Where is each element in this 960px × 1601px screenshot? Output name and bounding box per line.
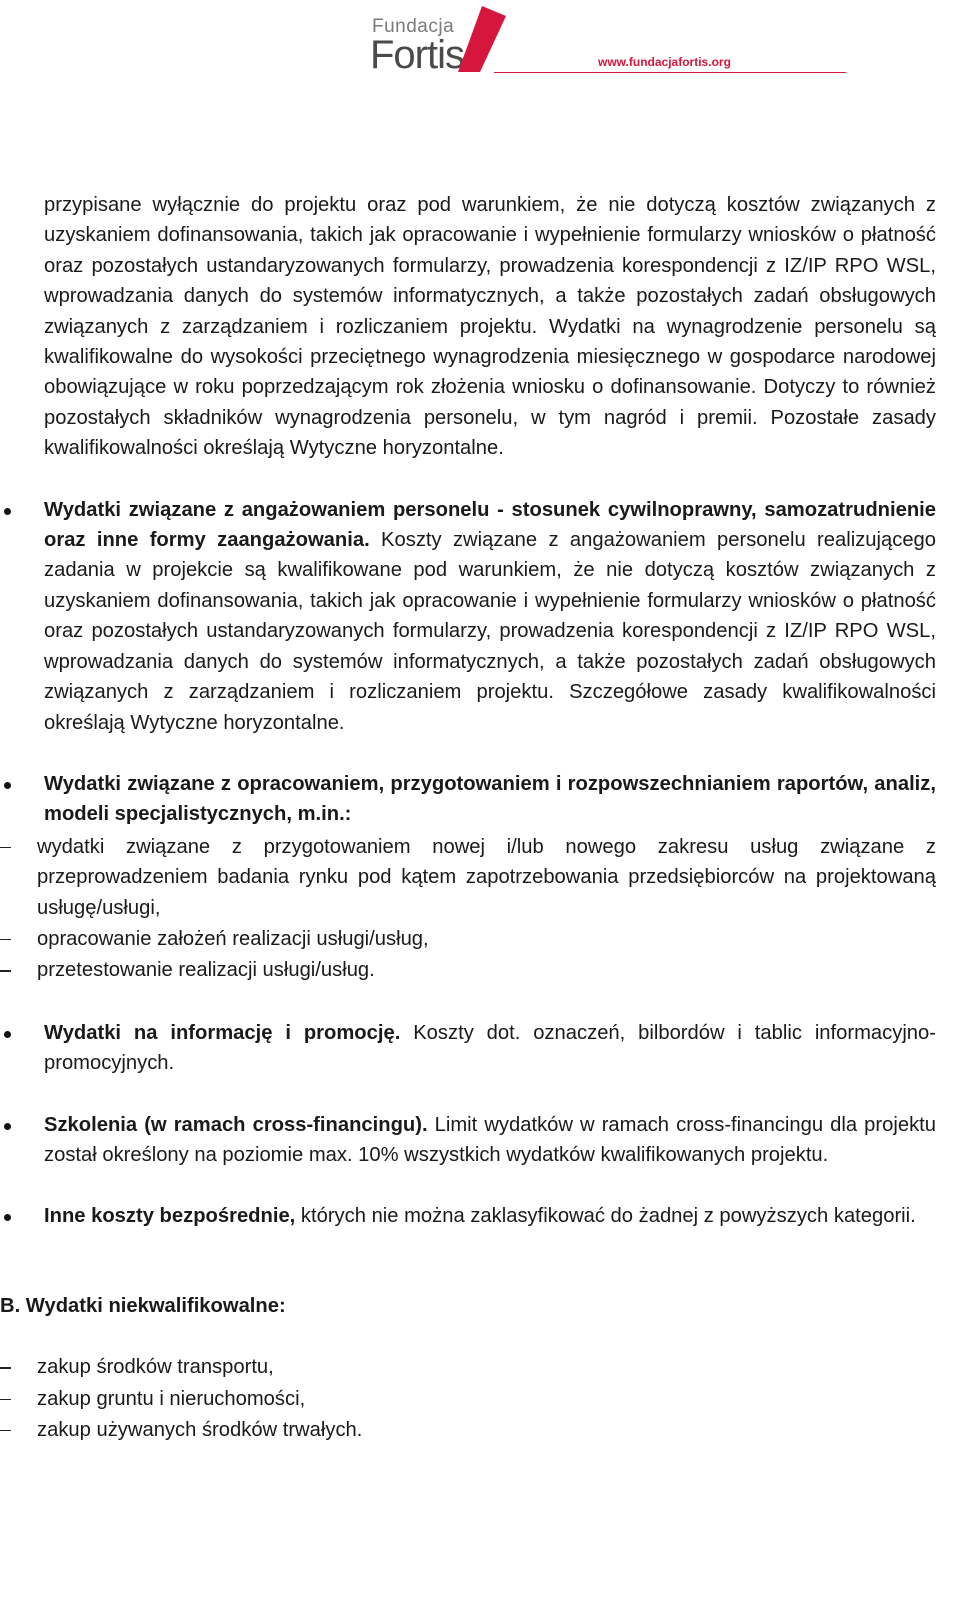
dash-icon bbox=[0, 1367, 11, 1368]
bullet-icon bbox=[4, 508, 11, 515]
list-item bbox=[37, 1415, 936, 1445]
page-header bbox=[0, 0, 960, 100]
bullet-heading: Wydatki związane z opracowaniem, przygotowaniem i rozpowszechnianiem raportów, analiz, modeli specjalistycznych, m.in.: bbox=[44, 772, 936, 826]
bullet-heading: Wydatki związane z angażowaniem personelu - stosunek cywilnoprawny, samozatrudnienie oraz inne formy zaangażowania. bbox=[44, 498, 936, 552]
list-item bbox=[37, 832, 936, 923]
bullet-item bbox=[44, 769, 936, 830]
bullet-item bbox=[44, 1201, 936, 1231]
bullet-text: których nie można zaklasyfikować do żadnej z powyższych kategorii. bbox=[295, 1205, 916, 1228]
dash-icon bbox=[0, 847, 11, 848]
dash-icon bbox=[0, 1399, 11, 1400]
section-b-heading: B. Wydatki niekwalifikowalne: bbox=[0, 1294, 286, 1317]
logo-slash-icon bbox=[452, 6, 508, 74]
logo-top-text: Fundacja bbox=[372, 16, 455, 37]
document-body bbox=[0, 190, 960, 1445]
header-divider bbox=[494, 72, 846, 73]
list-item bbox=[37, 1352, 936, 1382]
bullet-heading: Szkolenia (w ramach cross-financingu). bbox=[44, 1113, 428, 1136]
list-item bbox=[37, 955, 936, 985]
bullet-icon bbox=[4, 1123, 11, 1130]
list-item-text: wydatki związane z przygotowaniem nowej i/lub nowego zakresu usług związane z przeprowadzeniem badania rynku pod kątem zapotrzebowania przedsiębiorców na projektowaną usługę/usługi, bbox=[37, 835, 936, 919]
logo-main-text: Fortis bbox=[370, 33, 464, 77]
bullet-item bbox=[44, 1110, 936, 1171]
bullet-text: Koszty związane z angażowaniem personelu realizującego zadania w projekcie są kwalifikowane pod warunkiem, że nie dotyczą kosztów związanych z uzyskaniem dofinansowania, takich jak opracowanie i wypełnienie formularzy wniosków o płatność oraz pozostałych ustandaryzowanych formularzy, prowadzenia korespondencji z IZ/IP RPO WSL, wprowadzania danych do systemów informatycznych, a także pozostałych zadań obsługowych związanych z zarządzaniem i rozliczaniem projektu. Szczegółowe zasady kwalifikowalności określają Wytyczne horyzontalne. bbox=[44, 529, 937, 734]
dash-icon bbox=[0, 970, 11, 971]
bullet-icon bbox=[4, 1214, 11, 1221]
bullet-heading: Inne koszty bezpośrednie, bbox=[44, 1205, 296, 1228]
dash-icon bbox=[0, 1430, 11, 1431]
list-item-text: opracowanie założeń realizacji usługi/usług, bbox=[37, 927, 429, 950]
bullet-item bbox=[44, 495, 936, 738]
dash-icon bbox=[0, 939, 11, 940]
list-item-text: zakup gruntu i nieruchomości, bbox=[37, 1387, 306, 1410]
paragraph-personnel: przypisane wyłącznie do projektu oraz pod warunkiem, że nie dotyczą kosztów związanych z uzyskaniem dofinansowania, takich jak opracowanie i wypełnienie formularzy wniosków o płatność oraz pozostałych ustandaryzowanych formularzy, prowadzenia korespondencji z IZ/IP RPO WSL, wprowadzania danych do systemów informatycznych, a także pozostałych zadań obsługowych związanych z zarządzaniem i rozliczaniem projektu. Wydatki na wynagrodzenie personelu są kwalifikowalne do wysokości przeciętnego wynagrodzenia miesięcznego w gospodarce narodowej obowiązujące w roku poprzedzającym rok złożenia wniosku o dofinansowanie. Dotyczy to również pozostałych składników wynagrodzenia personelu, w tym nagród i premii. Pozostałe zasady kwalifikowalności określają Wytyczne horyzontalne. bbox=[44, 194, 936, 460]
bullet-item bbox=[44, 1018, 936, 1079]
bullet-text: Koszty dot. oznaczeń, bilbordów i tablic informacyjno-promocyjnych. bbox=[44, 1021, 936, 1075]
bullet-icon bbox=[4, 1031, 11, 1038]
bullet-text: Limit wydatków w ramach cross-financingu dla projektu został określony na poziomie max. 10% wszystkich wydatków kwalifikowanych projektu. bbox=[44, 1113, 936, 1166]
list-item-text: przetestowanie realizacji usługi/usług. bbox=[37, 959, 375, 982]
website-url[interactable]: www.fundacjafortis.org bbox=[598, 55, 731, 69]
list-item bbox=[37, 924, 936, 954]
list-item-text: zakup środków transportu, bbox=[37, 1356, 274, 1379]
bullet-heading: Wydatki na informację i promocję. bbox=[44, 1021, 401, 1044]
bullet-icon bbox=[4, 782, 11, 789]
list-item bbox=[37, 1384, 936, 1414]
list-item-text: zakup używanych środków trwałych. bbox=[37, 1419, 363, 1441]
